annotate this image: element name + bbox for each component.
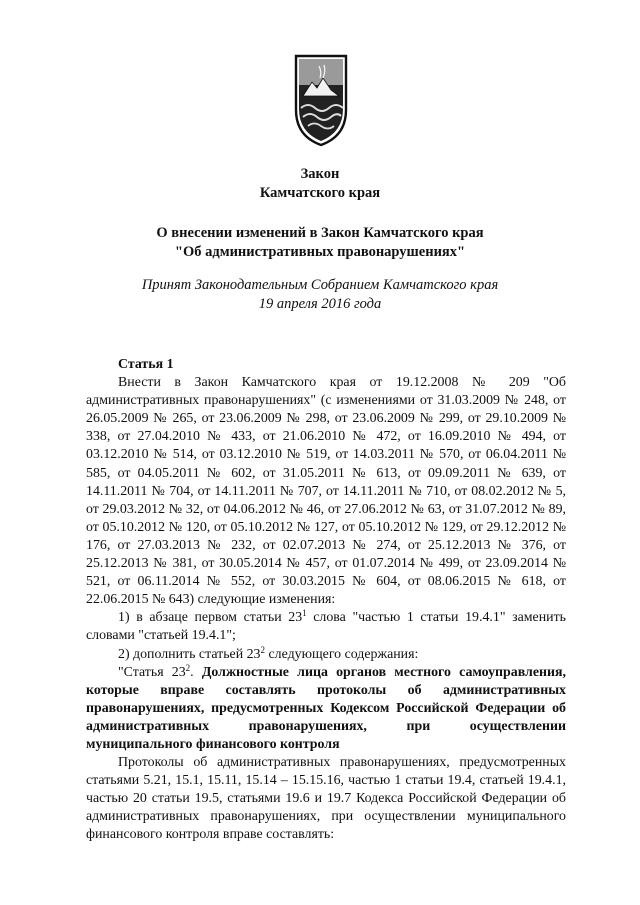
item-2-superscript: 2 (260, 644, 266, 655)
article-body (86, 356, 566, 845)
law-title (0, 165, 640, 203)
item-2-text-a: 2) дополнить статьей 23 (118, 646, 261, 662)
item-1-text-b: слова "частью 1 статьи 19.4.1" заменить словами "статьей 19.4.1"; (86, 610, 566, 644)
title-line-1: Закон (300, 166, 340, 182)
kamchatka-emblem-icon (293, 52, 349, 148)
item-1-superscript: 1 (302, 608, 307, 619)
protocols-paragraph: Протоколы об административных правонарушениях, предусмотренных статьями 5.21, 15.1, 15.11, 15.14 – 15.15.16, частью 1 статьи 19.4, статьей 19.4.1, частью 20 статьи 19.5, статьями 19.6 и 19.7 Кодекса Российской Федерации об административных правонарушениях, при осуществлении муниципального финансового контроля вправе составлять: (86, 755, 566, 843)
subject-line-1: О внесении изменений в Закон Камчатского края (156, 225, 484, 241)
title-line-2: Камчатского края (259, 185, 381, 201)
adoption-note (0, 276, 640, 314)
item-1-text-a: 1) в абзаце первом статьи 23 (118, 610, 303, 626)
article-heading: Статья 1 (118, 357, 174, 372)
new-article-superscript: 2 (185, 662, 191, 673)
adoption-line-1: Принят Законодательным Собранием Камчатского края (141, 277, 499, 293)
new-article-sep: . (190, 664, 202, 680)
new-article-title: Должностные лица органов местного самоуправления, которые вправе составлять протоколы об административных правонарушениях, предусмотренных Кодексом Российской Федерации об административных правонарушениях, при осуществлении муниципального финансового контроля (86, 664, 566, 752)
adoption-date: 19 апреля 2016 года (258, 296, 382, 312)
subject-line-2: "Об административных правонарушениях" (174, 244, 466, 260)
new-article-label: "Статья 23 (118, 664, 186, 680)
item-2-paragraph (86, 646, 566, 664)
new-article-paragraph (86, 664, 566, 754)
law-subject (0, 224, 640, 262)
article-intro-paragraph: Внести в Закон Камчатского края от 19.12.2008 № 209 "Об административных правонарушениях" (с изменениями от 31.03.2009 № 248, от 26.05.2009 № 265, от 23.06.2009 № 298, от 23.06.2009 № 299, от 29.10.2009 № 338, от 27.04.2010 № 433, от 21.06.2010 № 472, от 16.09.2010 № 494, от 03.12.2010 № 514, от 03.12.2010 № 519, от 14.03.2011 № 570, от 06.04.2011 № 585, от 04.05.2011 № 602, от 31.05.2011 № 613, от 09.09.2011 № 639, от 14.11.2011 № 704, от 14.11.2011 № 707, от 14.11.2011 № 710, от 08.02.2012 № 5, от 29.03.2012 № 32, от 04.06.2012 № 46, от 27.06.2012 № 63, от 31.07.2012 № 89, от 05.10.2012 № 120, от 05.10.2012 № 127, от 05.10.2012 № 129, от 29.12.2012 № 176, от 27.03.2013 № 232, от 02.07.2013 № 274, от 25.12.2013 № 376, от 25.12.2013 № 381, от 30.05.2014 № 457, от 01.07.2014 № 499, от 23.09.2014 № 521, от 06.11.2014 № 552, от 30.03.2015 № 604, от 08.06.2015 № 618, от 22.06.2015 № 643) следующие изменения: (86, 375, 566, 608)
item-1-paragraph (86, 609, 566, 645)
item-2-text-b: следующего содержания: (265, 646, 419, 662)
